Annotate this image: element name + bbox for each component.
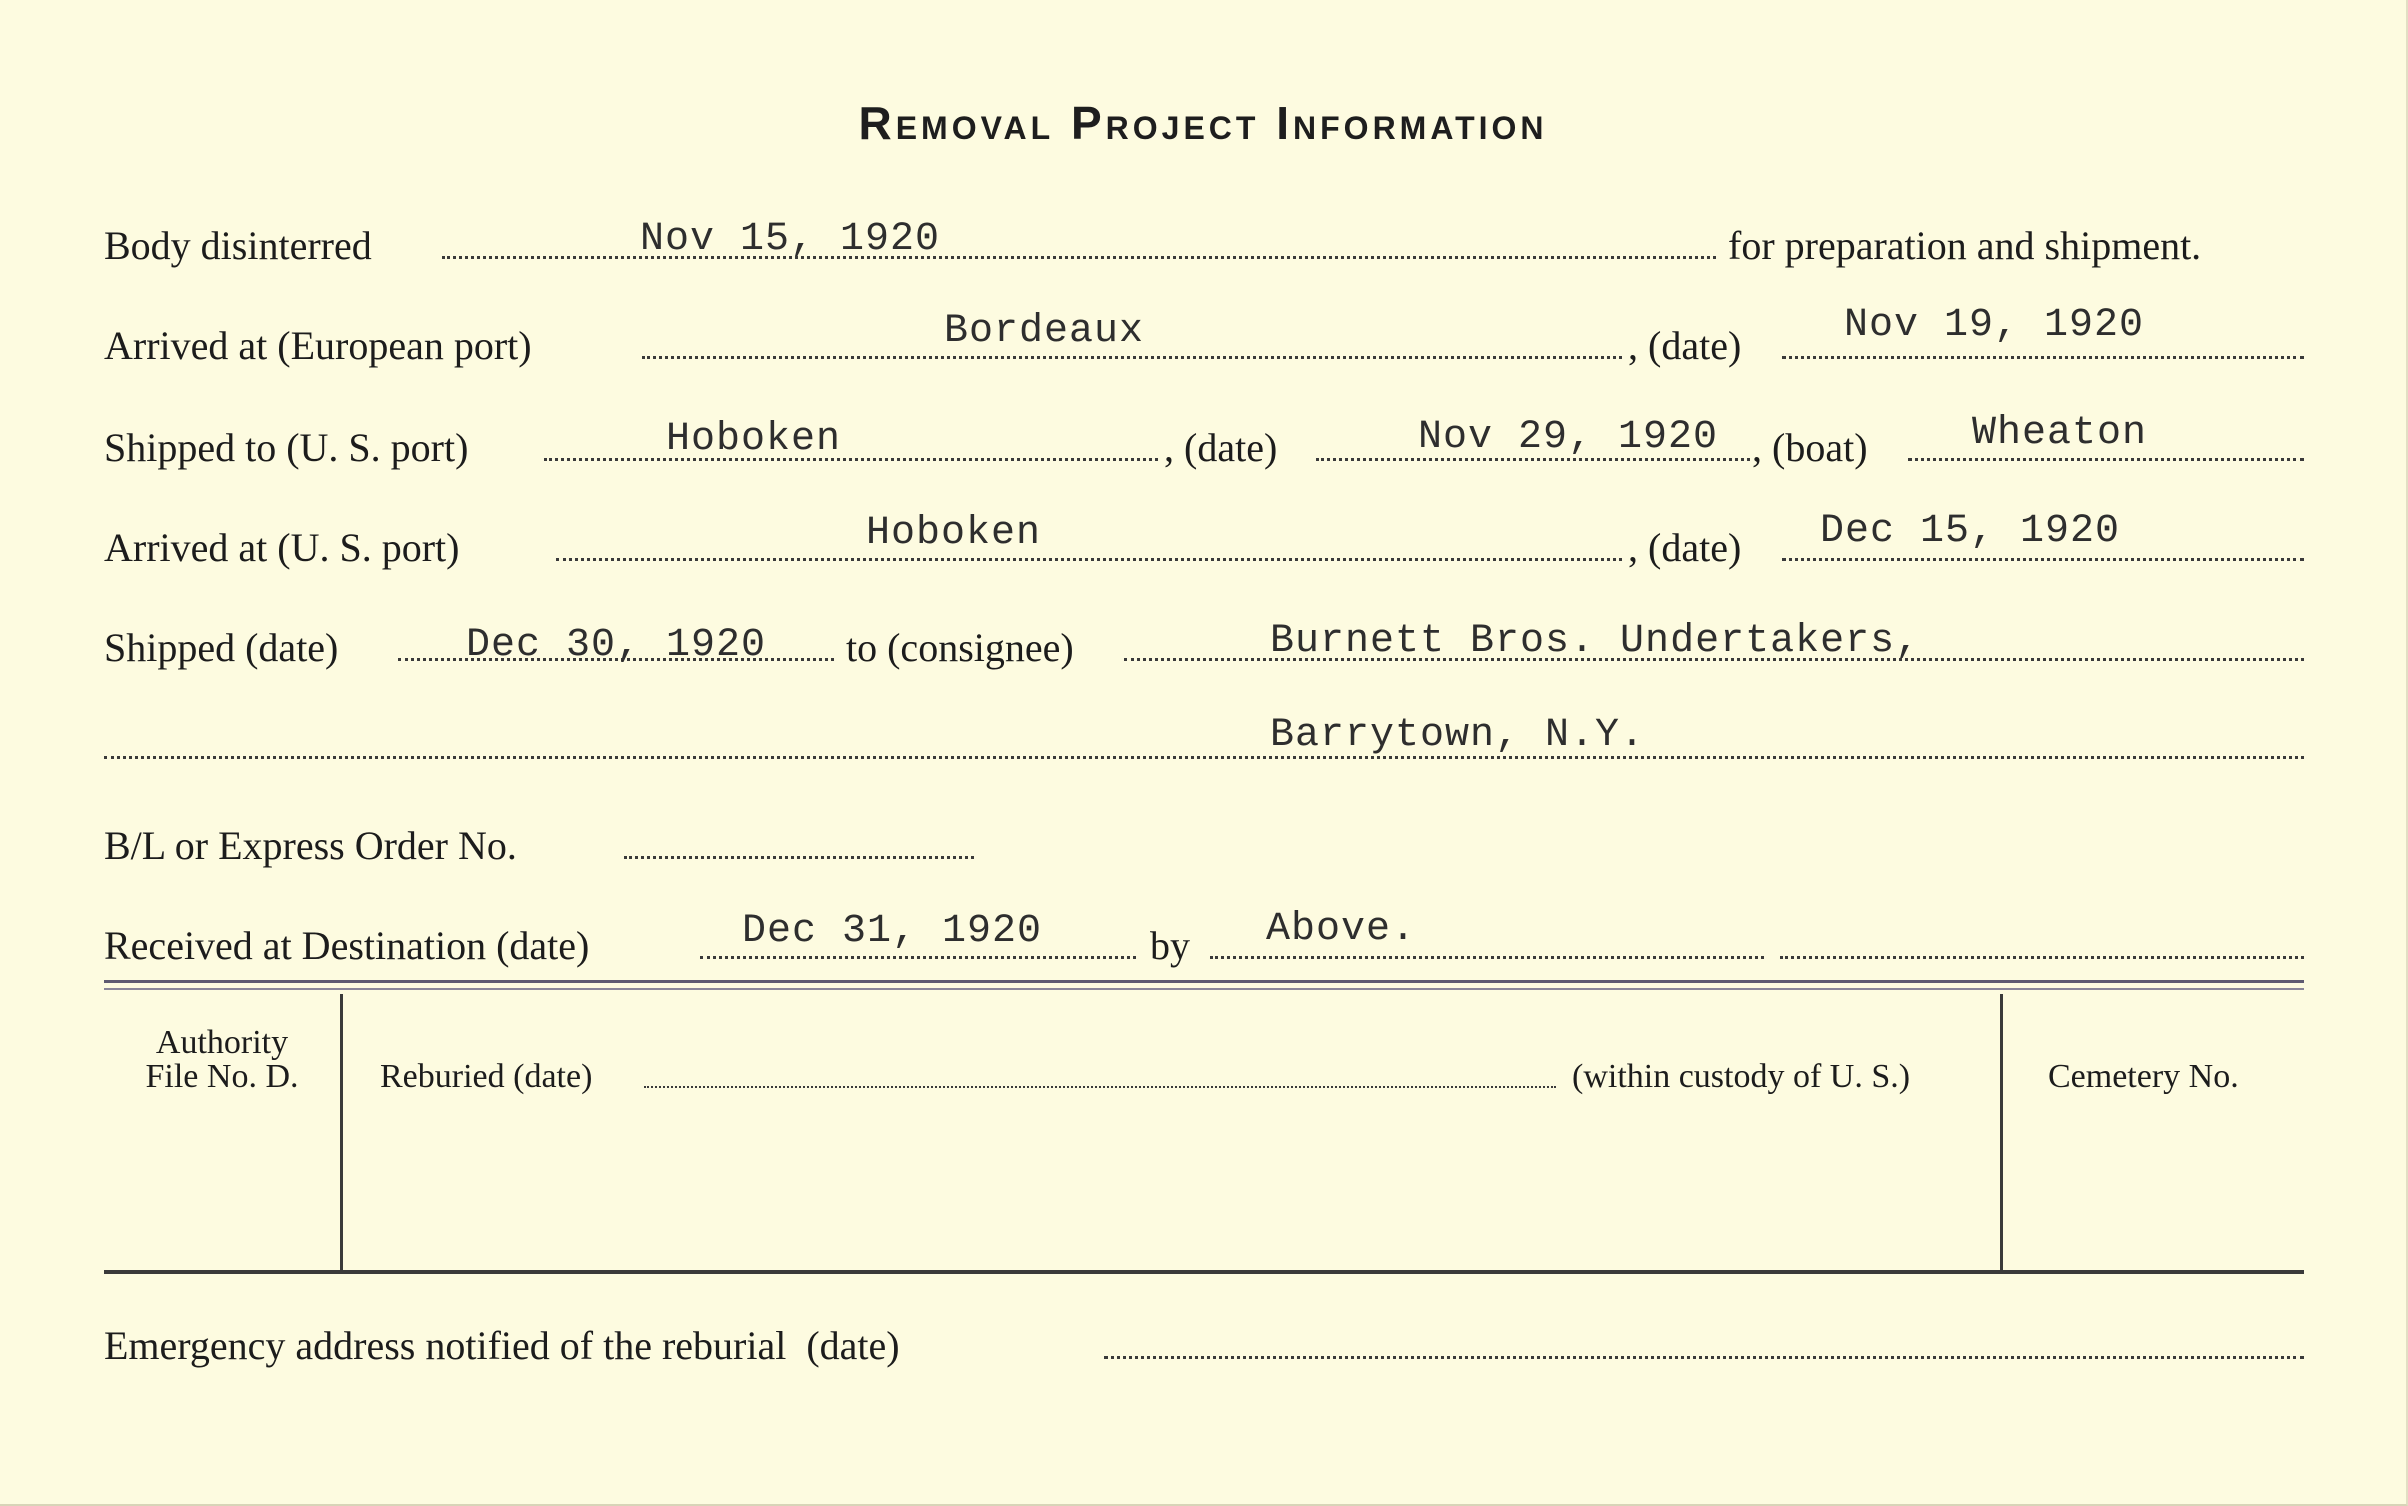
received-by-label: by [1150,923,1190,968]
consignee-value: Burnett Bros. Undertakers, [1270,619,1921,664]
us-port-arrived-line [556,558,1622,561]
us-port-arrived-label: Arrived at (U. S. port) [104,525,460,570]
custody-label: (within custody of U. S.) [1572,1058,1911,1095]
us-port-arrived-date-label: , (date) [1628,525,1742,570]
consignee-label: to (consignee) [846,625,1074,670]
european-port-label: Arrived at (European port) [104,323,532,368]
us-port-shipped-date-label: , (date) [1164,425,1278,470]
shipped-date-value: Dec 30, 1920 [466,623,767,668]
table-top-rule [104,980,2304,983]
cemetery-no-label: Cemetery No. [2048,1058,2239,1095]
us-port-arrived-date-line [1782,558,2304,561]
emergency-address-line [1104,1356,2304,1359]
emergency-address-label: Emergency address notified of the reburial (date) [104,1323,900,1368]
bl-express-order-label: B/L or Express Order No. [104,823,517,868]
preparation-shipment-label: for preparation and shipment. [1728,223,2202,268]
us-port-shipped-value: Hoboken [666,417,842,462]
body-disinterred-date: Nov 15, 1920 [640,217,941,262]
boat-line [1908,458,2304,461]
us-port-shipped-label: Shipped to (U. S. port) [104,425,469,470]
table-top-rule-inner [104,988,2304,990]
received-destination-line [700,956,1136,959]
authority-label-line2: File No. D. [145,1058,299,1095]
consignee-address-value: Barrytown, N.Y. [1270,713,1646,758]
bl-express-order-line [624,856,974,859]
us-port-shipped-date: Nov 29, 1920 [1418,415,1719,460]
table-divider-right [2000,994,2003,1270]
boat-value: Wheaton [1972,411,2148,456]
received-destination-label: Received at Destination (date) [104,923,590,968]
body-disinterred-label: Body disinterred [104,223,372,268]
us-port-shipped-line [544,458,1158,461]
received-by-line [1210,956,1764,959]
european-port-date-label: , (date) [1628,323,1742,368]
us-port-arrived-date: Dec 15, 1920 [1820,509,2121,554]
received-by-line-extra [1780,956,2304,959]
european-port-date-line [1782,356,2304,359]
received-destination-date: Dec 31, 1920 [742,909,1043,954]
us-port-arrived-value: Hoboken [866,511,1042,556]
reburied-date-line [644,1086,1556,1088]
form-title: Removal Project Information [858,97,1548,149]
european-port-value: Bordeaux [944,309,1145,354]
european-port-line [642,356,1622,359]
received-by-value: Above. [1266,907,1417,952]
boat-label: , (boat) [1752,425,1868,470]
reburied-date-label: Reburied (date) [380,1058,593,1095]
table-bottom-rule [104,1270,2304,1274]
table-divider-left [340,994,343,1270]
shipped-date-label: Shipped (date) [104,625,339,670]
authority-label-line1: Authority [155,1024,289,1061]
european-port-date: Nov 19, 1920 [1844,303,2145,348]
body-disinterred-line [442,256,1716,259]
consignee-address-line [104,756,2304,759]
